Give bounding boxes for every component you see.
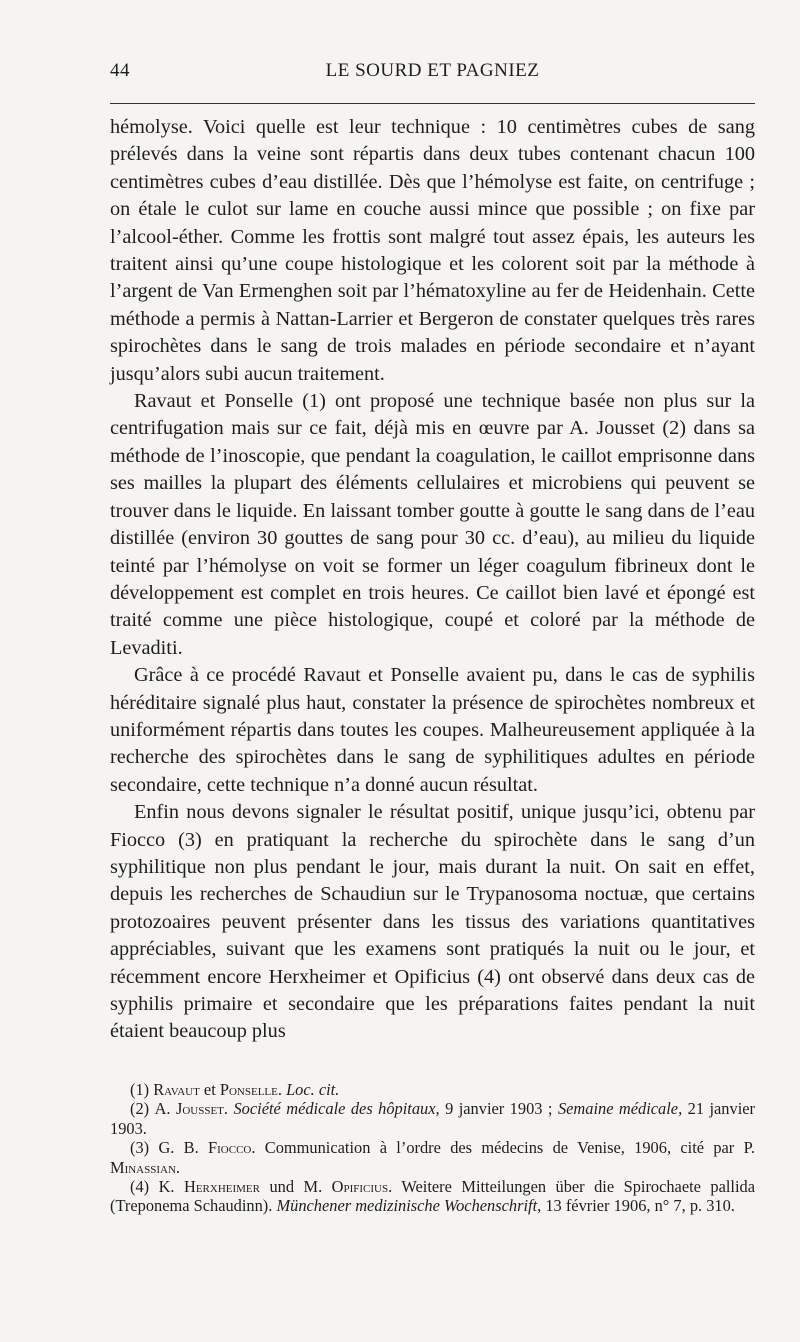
footnote: (3) G. B. Fiocco. Communication à l’ordre des médecins de Venise, 1906, cité par P. Minassian.: [110, 1138, 755, 1177]
paragraph: Ravaut et Ponselle (1) ont proposé une technique basée non plus sur la centrifugation mais sur ce fait, déjà mis en œuvre par A. Jousset (2) dans sa méthode de l’inoscopie, que pendant la coagulation, le caillot emprisonne dans ses mailles la plupart des éléments cellulaires et microbiens qui peuvent se trouver dans le liquide. En laissant tomber goutte à goutte le sang dans de l’eau distillée (environ 30 gouttes de sang pour 30 cc. d’eau), au milieu du liquide teinté par l’hémolyse on voit se former un léger coagulum fibrineux dont le développement est complet en trois heures. Ce caillot bien lavé et épongé est traité comme une pièce histologique, coupé et coloré par la méthode de Levaditi.: [110, 390, 755, 659]
footnote: (1) Ravaut et Ponselle. Loc. cit.: [130, 1080, 340, 1099]
body-text: [110, 114, 755, 1046]
paragraph: Grâce à ce procédé Ravaut et Ponselle avaient pu, dans le cas de syphilis héréditaire signalé plus haut, constater la présence de spirochètes nombreux et uniformément répartis dans toutes les coupes. Malheureusement appliquée à la recherche des spirochètes dans le sang de syphilitiques adultes en période secondaire, cette technique n’a donné aucun résultat.: [110, 664, 755, 796]
paragraph: hémolyse. Voici quelle est leur technique : 10 centimètres cubes de sang prélevés dans la veine sont répartis dans deux tubes contenant chacun 100 centimètres cubes d’eau distillée. Dès que l’hémolyse est faite, on centrifuge ; on étale le culot sur lame en couche aussi mince que possible ; on fixe par l’alcool-éther. Comme les frottis sont malgré tout assez épais, les auteurs les traitent ainsi qu’une coupe histologique et les colorent soit par la méthode à l’argent de Van Ermenghen soit par l’hématoxyline au fer de Heidenhain. Cette méthode a permis à Nattan-Larrier et Bergeron de constater quelques très rares spirochètes dans le sang de trois malades en période secondaire et n’ayant jusqu’alors subi aucun traitement.: [110, 116, 755, 385]
header-rule: [110, 103, 755, 104]
footnotes: [110, 1080, 755, 1216]
footnote: (4) K. Herxheimer und M. Opificius. Weitere Mitteilungen über die Spirochaete pallida (Treponema Schaudinn). Münchener medizinische Wochenschrift, 13 février 1906, n° 7, p. 310.: [110, 1177, 756, 1216]
paragraph: Enfin nous devons signaler le résultat positif, unique jusqu’ici, obtenu par Fiocco (3) en pratiquant la recherche du spirochète dans le sang d’un syphilitique non plus pendant le jour, mais durant la nuit. On sait en effet, depuis les recherches de Schaudiun sur le Trypanosoma noctuæ, que certains protozoaires peuvent présenter dans les tissus des variations quantitatives appréciables, suivant que les examens sont pratiqués la nuit ou le jour, et récemment encore Herxheimer et Opificius (4) ont observé dans deux cas de syphilis primaire et secondaire que les préparations faites pendant la nuit étaient beaucoup plus: [110, 801, 755, 1043]
running-title: LE SOURD ET PAGNIEZ: [325, 60, 540, 81]
page-number: 44: [110, 60, 130, 81]
footnote: (2) A. Jousset. Société médicale des hôpitaux, 9 janvier 1903 ; Semaine médicale, 21 janvier 1903.: [110, 1099, 755, 1138]
page-header: [110, 60, 755, 88]
